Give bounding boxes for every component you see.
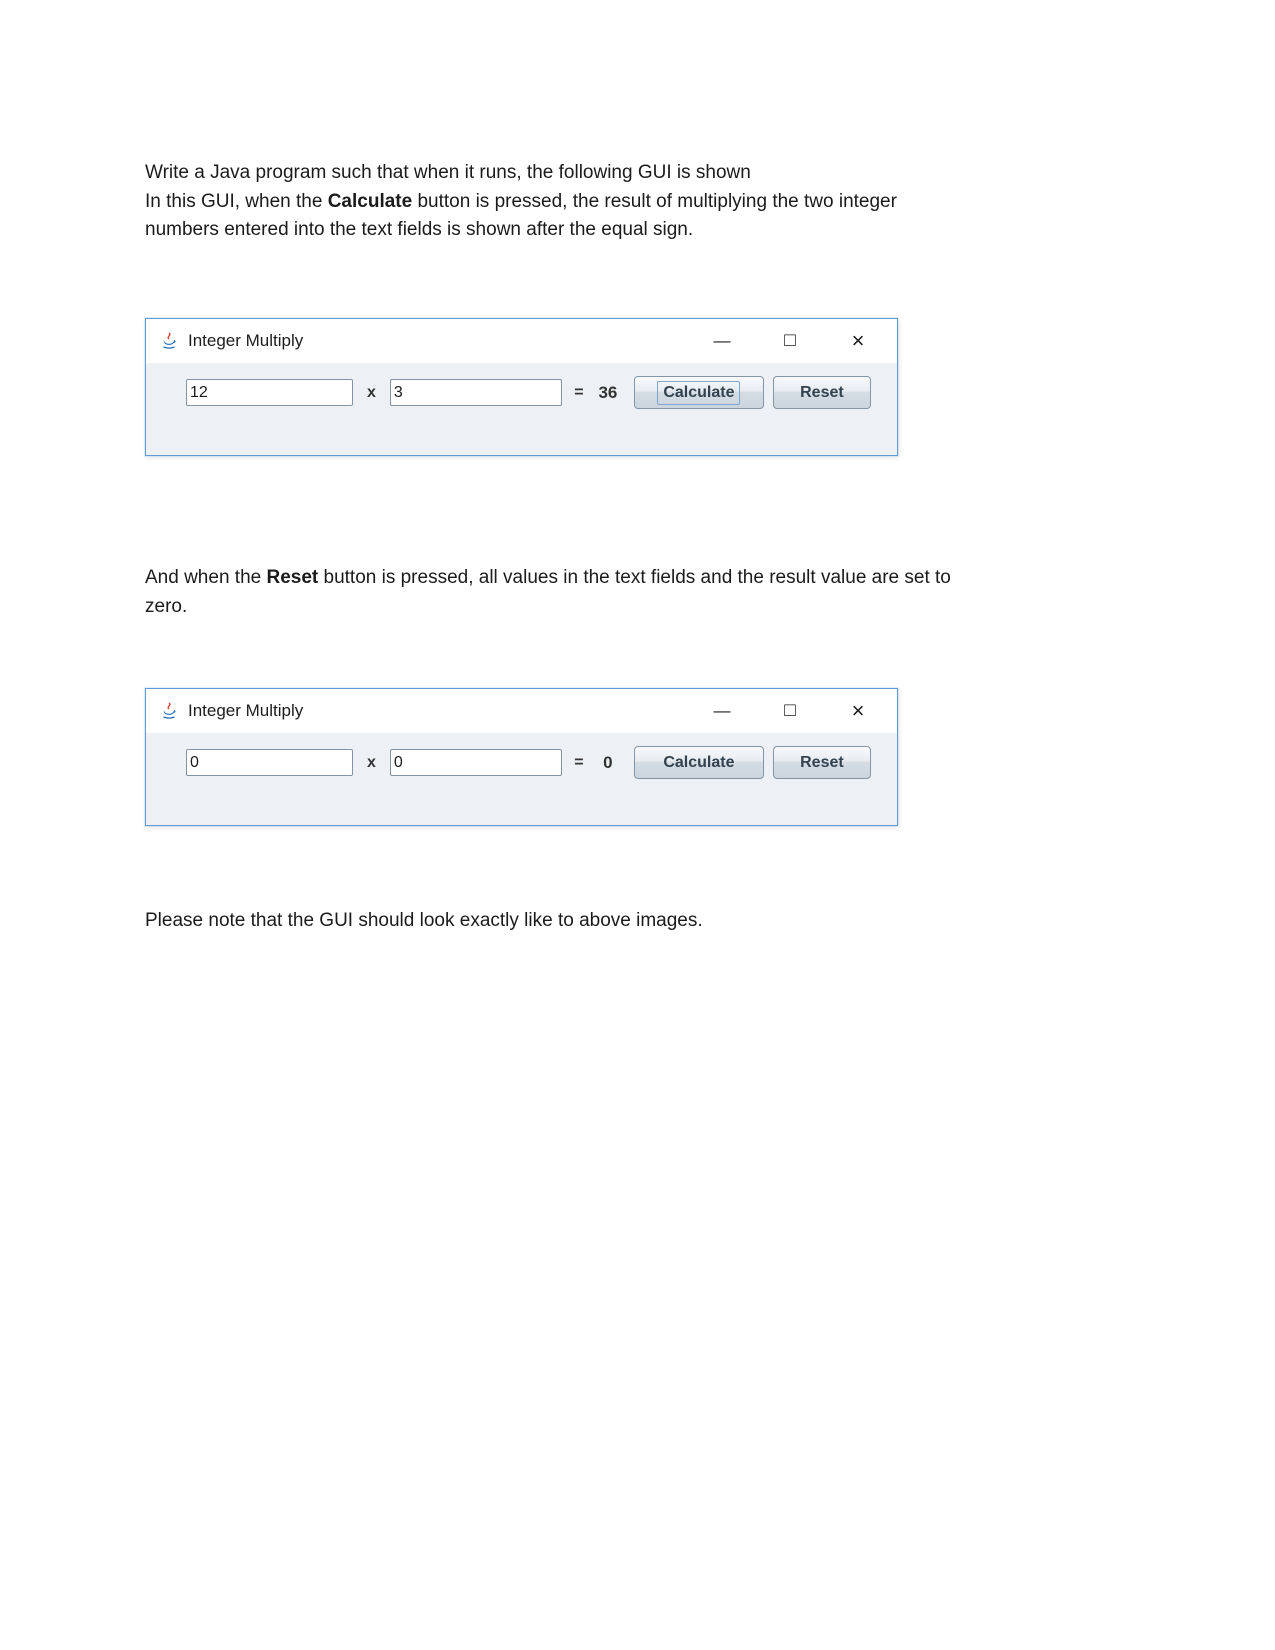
- text-line: In this GUI, when the: [145, 190, 328, 212]
- calculate-button[interactable]: [634, 746, 764, 779]
- second-number-input[interactable]: [390, 749, 562, 776]
- window-controls: [707, 319, 897, 363]
- text-line: zero.: [145, 595, 188, 617]
- bold-reset-word: Reset: [266, 567, 319, 588]
- integer-multiply-window-1: [145, 318, 898, 456]
- minimize-button[interactable]: —: [713, 701, 731, 720]
- window-title: Integer Multiply: [188, 701, 304, 720]
- text-line: numbers entered into the text fields is shown after the equal sign.: [145, 219, 694, 240]
- reset-button-label: Reset: [800, 383, 844, 401]
- text-line: button is pressed, all values in the text fields and the result value are set to: [318, 567, 951, 588]
- calculate-button[interactable]: [634, 376, 764, 409]
- instruction-paragraph-2: [145, 564, 951, 621]
- maximize-button[interactable]: □: [784, 700, 796, 721]
- result-value: 36: [598, 382, 618, 402]
- text-line: button is pressed, the result of multiplying the two integer: [412, 190, 897, 212]
- instruction-paragraph-1: [145, 159, 897, 245]
- text-line: Please note that the GUI should look exactly like to above images.: [145, 910, 703, 931]
- multiply-label: x: [367, 753, 376, 771]
- first-number-input[interactable]: [186, 749, 353, 776]
- window-content: [146, 363, 897, 409]
- reset-button-label: Reset: [800, 753, 844, 771]
- first-number-input[interactable]: [186, 379, 353, 406]
- java-icon: [159, 701, 179, 721]
- close-button[interactable]: ×: [851, 328, 865, 353]
- window-titlebar[interactable]: [146, 319, 897, 363]
- multiply-label: x: [367, 383, 376, 401]
- window-titlebar[interactable]: [146, 689, 897, 733]
- window-controls: [707, 689, 897, 733]
- bold-calculate-word: Calculate: [327, 190, 413, 212]
- text-line: And when the: [145, 567, 267, 588]
- window-title: Integer Multiply: [188, 331, 304, 350]
- instruction-paragraph-3: [145, 907, 703, 936]
- second-number-input[interactable]: [390, 379, 562, 406]
- reset-button[interactable]: [773, 746, 871, 779]
- integer-multiply-window-2: [145, 688, 898, 826]
- result-value: 0: [603, 752, 613, 772]
- calculate-button-label: Calculate: [663, 753, 735, 771]
- equals-label: =: [574, 383, 584, 401]
- window-content: [146, 733, 897, 779]
- maximize-button[interactable]: □: [784, 330, 796, 351]
- minimize-button[interactable]: —: [713, 331, 731, 350]
- reset-button[interactable]: [773, 376, 871, 409]
- close-button[interactable]: ×: [851, 698, 865, 723]
- text-line: Write a Java program such that when it runs, the following GUI is shown: [145, 162, 751, 183]
- java-icon: [159, 331, 179, 351]
- equals-label: =: [574, 753, 584, 771]
- calculate-button-label: Calculate: [657, 381, 740, 405]
